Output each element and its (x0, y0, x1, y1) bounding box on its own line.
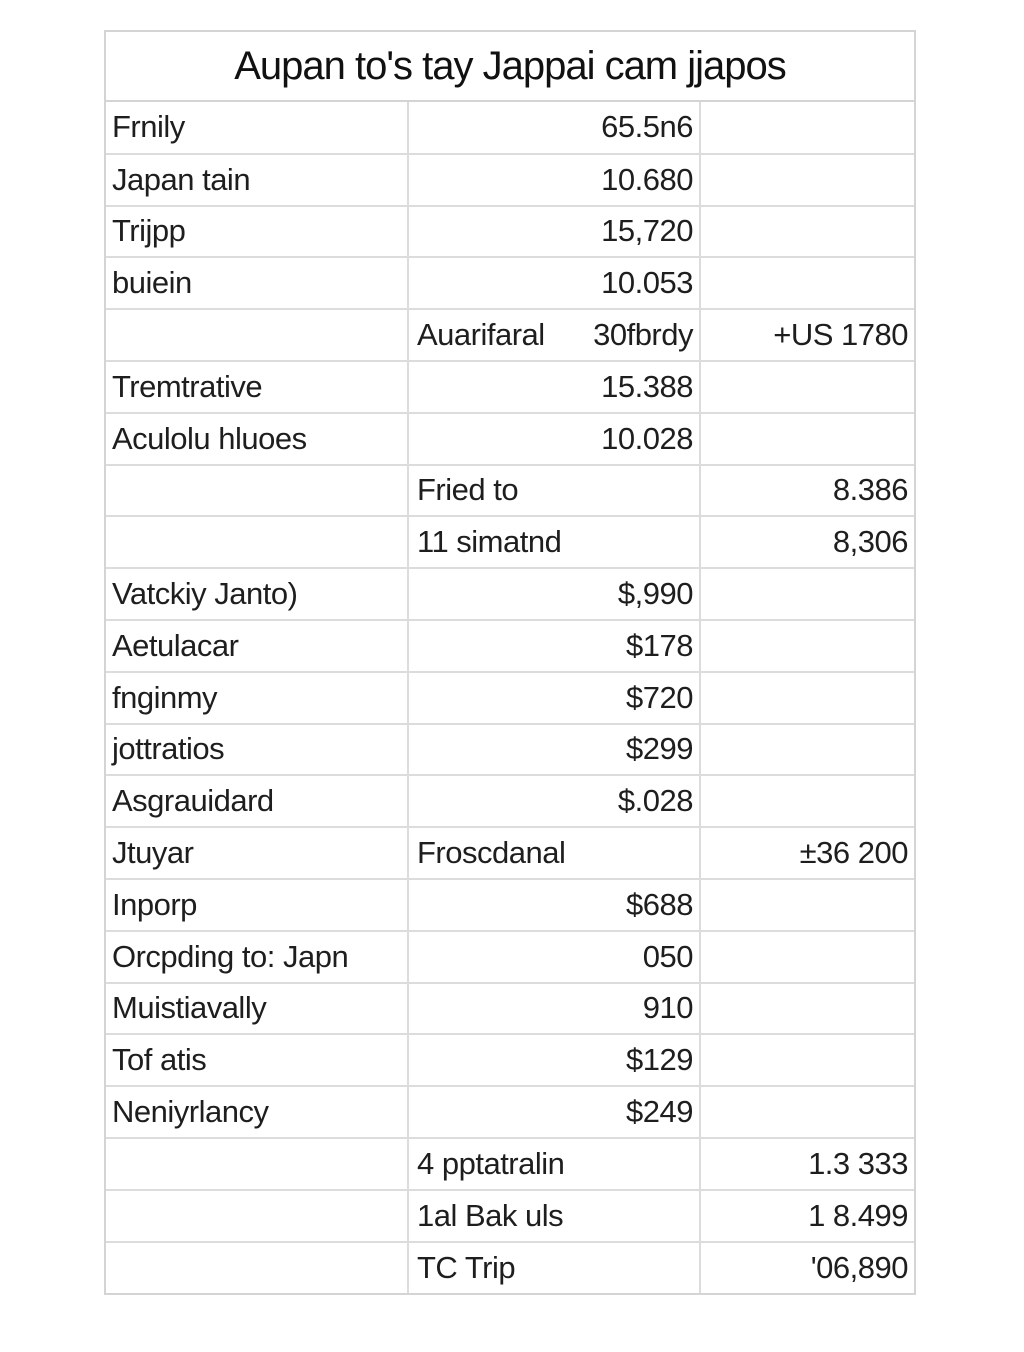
row-extra-value (700, 931, 914, 983)
row-detail-cell (408, 361, 700, 413)
row-label: jottratios (106, 724, 408, 776)
row-label (106, 1190, 408, 1242)
table-row (106, 775, 914, 827)
row-extra-value (700, 620, 914, 672)
row-label (106, 465, 408, 517)
row-value: 10.053 (601, 265, 693, 301)
row-extra-value: 8.386 (700, 465, 914, 517)
table-row (106, 724, 914, 776)
row-sublabel: TC Trip (417, 1249, 516, 1285)
row-label: Muistiavally (106, 983, 408, 1035)
row-extra-value (700, 206, 914, 258)
row-detail-cell (408, 775, 700, 827)
row-detail-cell (408, 620, 700, 672)
row-label (106, 516, 408, 568)
table-row (106, 154, 914, 206)
row-label: Vatckiy Janto) (106, 568, 408, 620)
row-value: 15.388 (601, 368, 693, 404)
row-label: Trijpp (106, 206, 408, 258)
table-row (106, 1138, 914, 1190)
row-label (106, 1138, 408, 1190)
row-sublabel: 1al Bak uls (417, 1197, 564, 1233)
row-extra-value (700, 361, 914, 413)
table-row (106, 516, 914, 568)
row-extra-value (700, 102, 914, 154)
table-row (106, 1242, 914, 1294)
row-detail-cell (408, 983, 700, 1035)
table-row (106, 827, 914, 879)
row-value: 65.5n6 (601, 109, 693, 145)
table-row (106, 983, 914, 1035)
table-row (106, 1034, 914, 1086)
row-extra-value (700, 1034, 914, 1086)
row-extra-value (700, 413, 914, 465)
row-detail-cell (408, 1190, 700, 1242)
table-row (106, 257, 914, 309)
table-row (106, 620, 914, 672)
row-detail-cell (408, 879, 700, 931)
row-detail-cell (408, 257, 700, 309)
data-grid (106, 102, 914, 1293)
row-detail-cell (408, 206, 700, 258)
row-value: $.028 (617, 783, 693, 819)
row-sublabel: 4 pptatralin (417, 1145, 565, 1181)
row-value: $249 (626, 1094, 693, 1130)
row-label: fnginmy (106, 672, 408, 724)
row-extra-value (700, 724, 914, 776)
row-detail-cell (408, 827, 700, 879)
row-sublabel: 11 simatnd (417, 524, 562, 560)
row-detail-cell (408, 102, 700, 154)
row-label: Aculolu hluoes (106, 413, 408, 465)
table-row (106, 206, 914, 258)
table-row (106, 1086, 914, 1138)
table-row (106, 465, 914, 517)
row-label: Asgrauidard (106, 775, 408, 827)
row-detail-cell (408, 413, 700, 465)
row-value: 10.028 (601, 420, 693, 456)
row-sublabel: Froscdanal (417, 835, 566, 871)
row-value: $,990 (617, 576, 693, 612)
row-value: 050 (642, 938, 693, 974)
row-value: $129 (626, 1042, 693, 1078)
table-row (106, 361, 914, 413)
row-extra-value (700, 568, 914, 620)
expense-table (104, 30, 916, 1295)
row-label: buiein (106, 257, 408, 309)
row-detail-cell (408, 516, 700, 568)
row-detail-cell (408, 672, 700, 724)
row-label (106, 309, 408, 361)
row-label: Tof atis (106, 1034, 408, 1086)
row-value: 30fbrdy (593, 317, 693, 353)
row-label: Aetulacar (106, 620, 408, 672)
table-title: Aupan to's tay Jappai cam jjapos (106, 32, 914, 102)
row-sublabel: Fried to (417, 472, 519, 508)
row-extra-value (700, 154, 914, 206)
row-extra-value (700, 775, 914, 827)
row-label: Japan tain (106, 154, 408, 206)
table-row (106, 672, 914, 724)
row-extra-value (700, 879, 914, 931)
table-row (106, 879, 914, 931)
table-row (106, 931, 914, 983)
row-extra-value (700, 672, 914, 724)
row-extra-value: 8,306 (700, 516, 914, 568)
row-extra-value: 1 8.499 (700, 1190, 914, 1242)
row-value: $720 (626, 679, 693, 715)
table-row (106, 413, 914, 465)
row-label: Neniyrlancy (106, 1086, 408, 1138)
row-detail-cell (408, 568, 700, 620)
row-label: Jtuyar (106, 827, 408, 879)
row-detail-cell (408, 1086, 700, 1138)
row-value: $178 (626, 627, 693, 663)
row-detail-cell (408, 1138, 700, 1190)
row-detail-cell (408, 309, 700, 361)
row-sublabel: Auarifaral (417, 317, 545, 353)
row-extra-value (700, 983, 914, 1035)
row-extra-value: ±36 200 (700, 827, 914, 879)
row-value: 15,720 (601, 213, 693, 249)
row-extra-value (700, 1086, 914, 1138)
row-detail-cell (408, 465, 700, 517)
row-extra-value: '06,890 (810, 1249, 908, 1285)
row-value: $688 (626, 886, 693, 922)
row-extra-value: 1.3 333 (700, 1138, 914, 1190)
row-detail-cell (408, 1034, 700, 1086)
row-detail-cell (408, 724, 700, 776)
row-detail-cell (408, 1242, 700, 1294)
table-row (106, 1190, 914, 1242)
row-extra-value (700, 257, 914, 309)
row-label: Tremtrative (106, 361, 408, 413)
table-row (106, 309, 914, 361)
row-label: Frnily (106, 102, 408, 154)
table-row (106, 568, 914, 620)
row-value: 10.680 (601, 161, 693, 197)
row-detail-cell (408, 931, 700, 983)
row-extra-value: +US 1780 (700, 309, 914, 361)
row-label: Inporp (106, 879, 408, 931)
table-row (106, 102, 914, 154)
row-value: 910 (642, 990, 693, 1026)
row-label: Orcpding to: Japn (106, 931, 408, 983)
row-label (106, 1242, 408, 1294)
row-value: $299 (626, 731, 693, 767)
row-detail-cell (408, 154, 700, 206)
